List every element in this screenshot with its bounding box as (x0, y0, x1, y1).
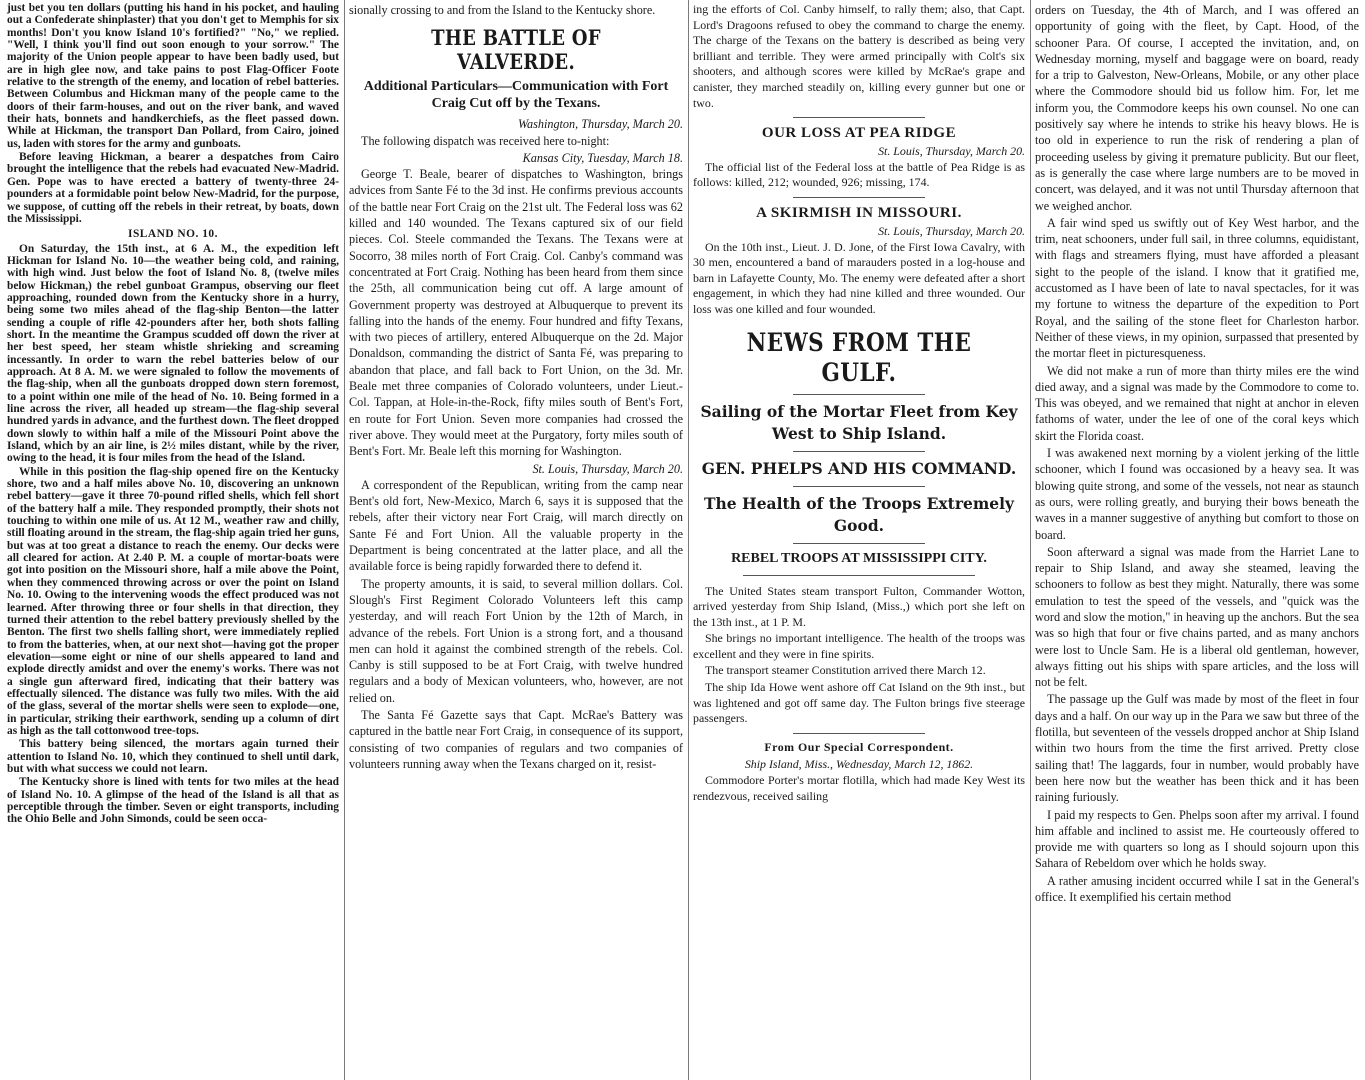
paragraph: The ship Ida Howe went ashore off Cat Island on the 9th inst., but was lightened and got off same day. The Fulton brings five steerage passengers. (693, 680, 1025, 726)
headline-deck: Additional Particulars—Communication with Fort Craig Cut off by the Texans. (363, 79, 669, 112)
column-1 (4, 2, 342, 1078)
paragraph: Soon afterward a signal was made from the Harriet Lane to repair to Ship Island, and away she steamed, leaving the schooners to follow as best they might. Naturally, there was some emulation to test the speed of the vessels, and "quick was the word and slow the motion," in heaving up the anchors. But the sea was so high that four or five chains parted, and as many anchors were lost to Uncle Sam. He is a liberal old gentleman, however, always fitting out his ships with spare articles, and the loss will not be felt. (1035, 544, 1359, 690)
dateline: Washington, Thursday, March 20. (518, 117, 683, 132)
headline-deck: REBEL TROOPS AT MISSISSIPPI CITY. (731, 550, 987, 566)
divider (793, 451, 926, 452)
paragraph: On the 10th inst., Lieut. J. D. Jone, of the First Iowa Cavalry, with 30 men, encountered a band of marauders posted in a log-house and barn in Lafayette County, Mo. The enemy were defeated after a short engagement, in which they had nine killed and three wounded. Our loss was one killed and four wounded. (693, 239, 1025, 316)
column-rule (344, 0, 345, 1080)
paragraph: A correspondent of the Republican, writing from the camp near Bent's old fort, New-Mexico, March 6, says it is supposed that the rebels, after their victory near Fort Craig, will march directly on Sante Fé and Fort Union. All the valuable property in the Department is being concentrated at the latter place, and all the available force is being rapidly forwarded there to defend it. (349, 477, 683, 574)
headline-deck: The Health of the Troops Extremely Good. (703, 493, 1015, 535)
column-2 (346, 2, 686, 1078)
paragraph: A rather amusing incident occurred while I sat in the General's office. It exemplified his certain method (1035, 873, 1359, 905)
paragraph: She brings no important intelligence. The health of the troops was excellent and they were in fine spirits. (693, 631, 1025, 661)
paragraph: I paid my respects to Gen. Phelps soon after my arrival. I found him affable and inclined to assist me. He courteously offered to provide me with quarters so long as I should sojourn upon this Sahara of Rebeldom over which he holds sway. (1035, 807, 1359, 871)
divider (793, 486, 926, 487)
divider (793, 733, 926, 734)
headline-skirmish-missouri: A SKIRMISH IN MISSOURI. (756, 204, 962, 221)
paragraph: The property amounts, it is said, to several million dollars. Col. Slough's First Regiment Colorado Volunteers left this camp yesterday, and will reach Fort Union by the 12th of March, in advance of the rebels. Fort Union is a strong fort, and a thousand men can hold it against the combined strength of the rebels. Col. Canby is still supposed to be at Fort Craig, with twelve hundred regulars and a body of Mexican volunteers, who, however, are not relied on. (349, 576, 683, 705)
paragraph: I was awakened next morning by a violent jerking of the little schooner, which I found was occasioned by a heavy sea. It was blowing quite strong, and some of the vessels, not near as staunch as ours, were rolling greatly, and burying their bows beneath the waves in a manner suggestive of anything but comfort to those on board. (1035, 446, 1359, 542)
divider (743, 575, 975, 576)
divider (793, 394, 926, 395)
subheading-island-no-10: ISLAND NO. 10. (128, 228, 218, 241)
dateline: St. Louis, Thursday, March 20. (532, 461, 683, 476)
paragraph: The Kentucky shore is lined with tents for two miles at the head of Island No. 10. A glimpse of the head of the Island is all that as perceptible through the timber. Seven or eight transports, including the Ohio Belle and John Simonds, could be seen occa- (7, 776, 339, 826)
paragraph: George T. Beale, bearer of dispatches to Washington, brings advices from Sante Fé to the 3d inst. He confirms previous accounts of the battle near Fort Craig on the 21st ult. The Federal loss was 62 killed and 140 wounded. The Texans captured six of our field pieces. Col. Steele commanded the Texans. The Texans were at Socorro, 38 miles north of Fort Craig. Col. Canby's command was concentrated at Fort Craig. Nothing has been heard from them since the 25th, all communication being cut off. A large amount of Government property was destroyed at Albuquerque to prevent its falling into the hands of the enemy. Four hundred and fifty Texans, with two pieces of artillery, entered Albuquerque on the 2d. Major Donaldson, commanding the district of Santa Fé, was preparing to abandon that place, and fall back to Fort Union, on the 3d. Mr. Beale met three companies of Colorado volunteers, under Lieut.-Col. Tappan, at Hole-in-the-Rock, fifty miles south of Bent's Fort, en route for Fort Union. Seven more companies had crossed the river above. They would meet at the Purgatory, forty miles south of Bent's Fort. Mr. Beale left this morning for Washington. (349, 167, 683, 459)
paragraph: The passage up the Gulf was made by most of the fleet in four days and a half. On our way up in the Para we saw but three of the flotilla, but seventeen of the vessels dropped anchor at Ship Island within two hours from the time the first arrived. Pretty close sailing that! The laggards, four in number, would probably have been here now but the weather has been thick and it has been raining furiously. (1035, 692, 1359, 805)
column-rule (1030, 0, 1031, 1080)
paragraph: This battery being silenced, the mortars again turned their attention to Island No. 10, which they continued to shell until dark, but with what success we could not learn. (7, 738, 339, 775)
paragraph: While in this position the flag-ship opened fire on the Kentucky shore, two and a half miles above No. 10, discovering an unknown rebel battery—gave it three 70-pound rifled shells, which fell short of the battery half a mile. They responded promptly, their shots not touching to within one mile of us. At 12 M., weather raw and chilly, still floating around in the stream, the flag-ship again tried her guns, but was at too great a distance to reach the enemy. Our decks were all cleared for action. At 2.40 P. M. a couple of mortar-boats were got into position on the Missouri shore, half a mile above the Point, when they commenced throwing across or over the point on Island No. 10. Owing to the intervening woods the effect produced was not learned. After throwing three or four shells in that direction, they turned their attention to the rebel battery previously shelled by the Benton. The first two shells falling short, were immediately replied to from the batteries, when, at our next shot—having got the proper elevation—some eight or nine of our shells appeared to land and explode directly amidst and over the enemy's works. There was not a single gun afterward fired, indicating that their battery was effectually silenced. The distance was fully two miles. With the aid of the glass, several of the mortar shells were seen to explode—one, in particular, striking their earthwork, sending up a column of dirt as high as the tall cottonwood tree-tops. (7, 465, 339, 737)
headline-deck: Sailing of the Mortar Fleet from Key West to Ship Island. (700, 401, 1018, 443)
paragraph: The transport steamer Constitution arrived there March 12. (705, 663, 986, 678)
divider (793, 197, 926, 198)
headline-deck: GEN. PHELPS AND HIS COMMAND. (701, 458, 1017, 478)
paragraph: On Saturday, the 15th inst., at 6 A. M., the expedition left Hickman for Island No. 10—the weather being cold, and raining, with high wind. Just below the foot of Island No. 8, (twelve miles below Hickman,) the rebel gunboat Grampus, observing our fleet approaching, rounded down from the Kentucky shore in a hurry, being some two miles ahead of the flag-ship Benton—the latter sending a couple of rifle 42-pounders after her, both shots falling short. In the meantime the Grampus scudded off down the river at her best speed, her steam whistle shrieking and screaming incessantly. In order to warn the rebel batteries below of our approach. At 8 A. M. we were signaled to follow the movements of the flag-ship, when all the gunboats dropped down stern foremost, to a point within one mile of the head of No. 10. Being formed in a line across the river, all headed up stream—the flag-ship several hundred yards in advance, and the furthest down. The fleet dropped down slowly to within half a mile of the Missouri Point above the Island, which by an air line, is 2½ miles distant, while by the river, owing to the head, it is four miles from the head of the Island. (7, 242, 339, 465)
paragraph: The United States steam transport Fulton, Commander Wotton, arrived yesterday from Ship Island, (Miss.,) which port she left on the 13th inst., at 1 P. M. (693, 583, 1025, 629)
column-4 (1032, 2, 1362, 1078)
paragraph: sionally crossing to and from the Island to the Kentucky shore. (349, 3, 656, 17)
paragraph: just bet you ten dollars (putting his hand in his pocket, and hauling out a Confederate shinplaster) that you don't get to Memphis for six months! Don't you know Island 10's fortified?" "No," we replied. "Well, I think you'll find out soon enough to your sorrow." The majority of the Union people appear to have been badly used, but are in high glee now, and take pains to post Flag-Officer Foote relative to the strength of the enemy, and location of rebel batteries. Between Columbus and Hickman many of the people came to the doors of their farm-houses, and out on the river bank, and waved their hats, bonnets and handkerchiefs, as the fleet passed down. While at Hickman, the transport Dan Pollard, from Cairo, joined us, laden with stores for the army and gunboats. (7, 2, 339, 150)
paragraph: We did not make a run of more than thirty miles ere the wind died away, and a signal was made by the Commodore to come to. This was obeyed, and we remained that night at anchor in eleven fathoms of water, under the lee of one of the coral keys which skirt the Florida coast. (1035, 363, 1359, 443)
paragraph: Commodore Porter's mortar flotilla, which had made Key West its rendezvous, received sailing (693, 773, 1025, 803)
paragraph: The official list of the Federal loss at the battle of Pea Ridge is as follows: killed, 212; wounded, 926; missing, 174. (693, 159, 1025, 190)
correspondent-heading: From Our Special Correspondent. (764, 739, 954, 754)
headline-battle-of-valverde: THE BATTLE OF VALVERDE. (431, 25, 601, 75)
paragraph: ing the efforts of Col. Canby himself, to rally them; also, that Capt. Lord's Dragoons refused to obey the command to charge the enemy. The charge of the Texans on the battery is described as being very brilliant and terrible. They were armed principally with Colt's six shooters, and although scores were killed by McRae's grape and canister, they marched steadily on, killing every gunner but one or two. (693, 2, 1025, 110)
divider (793, 543, 926, 544)
dateline: St. Louis, Thursday, March 20. (878, 144, 1025, 159)
headline-news-from-the-gulf: NEWS FROM THE GULF. (746, 327, 972, 387)
column-rule (688, 0, 689, 1080)
column-3 (690, 2, 1028, 1078)
dateline: St. Louis, Thursday, March 20. (878, 223, 1025, 238)
headline-pea-ridge: OUR LOSS AT PEA RIDGE (761, 125, 957, 142)
paragraph: Before leaving Hickman, a bearer a despatches from Cairo brought the intelligence that the rebels had evacuated New-Madrid. Gen. Pope was to have erected a battery of twenty-three 24-pounders at a formidable point below New-Madrid, for the purpose, we suppose, of cutting off the rebels in their retreat, by boats, down the Mississippi. (7, 151, 339, 225)
divider (793, 117, 926, 118)
dateline: Kansas City, Tuesday, March 18. (522, 150, 683, 165)
paragraph: A fair wind sped us swiftly out of Key West harbor, and the trim, neat schooners, under full sail, in three columns, equidistant, with flags and streamers flying, must have afforded a pleasant sight to the people of the island. I know that it gratified me, accustomed as I have been of late to naval spectacles, for it was my fortune to witness the departure of the expedition to Port Royal, and the sailing of the stone fleet for Charleston harbor. Neither of these views, in my opinion, surpassed that presented by the mortar fleet in picturesqueness. (1035, 215, 1359, 361)
dateline: Ship Island, Miss., Wednesday, March 12, 1862. (744, 757, 974, 772)
paragraph: The Santa Fé Gazette says that Capt. McRae's Battery was captured in the battle near Fort Craig, in consequence of its support, consisting of two companies of regulars and two companies of volunteers running away when the Texans charged on it, resist- (349, 707, 683, 771)
paragraph: The following dispatch was received here to-night: (361, 133, 610, 148)
paragraph: orders on Tuesday, the 4th of March, and I was offered an opportunity of going with the fleet, by Capt. Hood, of the schooner Para. Of course, I accepted the invitation, and, on Wednesday morning, myself and baggage were on board, ready for a trip to Galveston, New-Orleans, Mobile, or any other place where the Commodore should bid us follow him. For, let me inform you, the Commodore keeps his own counsel. No one can positively say where he intends to strike his heavy blows. He is too old in experience to run the risk of rendering a plan of proceeding useless by giving it premature publicity. But our fleet, as is generally the case where large numbers are to be moved in concert, was delayed, and it was not until Thursday afternoon that we weighed anchor. (1035, 3, 1359, 213)
